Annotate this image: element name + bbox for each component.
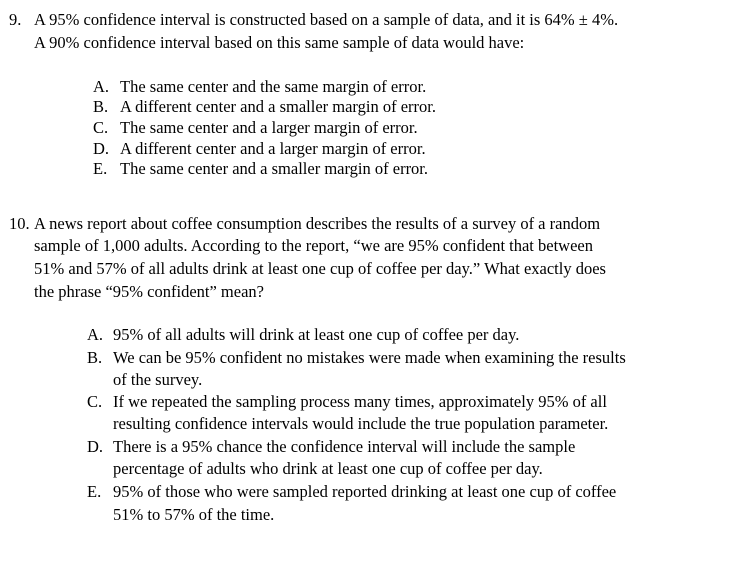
option-text: The same center and the same margin of error. (120, 77, 427, 96)
option-text: There is a 95% chance the confidence interval will include the sample (113, 437, 576, 456)
option-text: of the survey. (113, 370, 203, 389)
option-text: resulting confidence intervals would include the true population parameter. (113, 414, 609, 433)
option-letter: C. (87, 392, 103, 411)
option-text: A different center and a larger margin of error. (120, 139, 426, 158)
option-letter: D. (93, 139, 110, 158)
option-text: If we repeated the sampling process many times, approximately 95% of all (113, 392, 607, 411)
option-letter: B. (87, 348, 103, 367)
option-letter: E. (87, 482, 102, 501)
option-letter: A. (93, 77, 110, 96)
question-stem-line: A 90% confidence interval based on this same sample of data would have: (34, 33, 525, 52)
question-stem-line: sample of 1,000 adults. According to the report, “we are 95% confident that between (34, 236, 593, 255)
option-text: We can be 95% confident no mistakes were made when examining the results (113, 348, 626, 367)
question-stem-line: 51% and 57% of all adults drink at least one cup of coffee per day.” What exactly does (34, 259, 606, 278)
option-text: percentage of adults who drink at least one cup of coffee per day. (113, 459, 543, 478)
question-stem-line: the phrase “95% confident” mean? (34, 282, 264, 301)
option-text: 51% to 57% of the time. (113, 505, 275, 524)
option-text: 95% of all adults will drink at least one cup of coffee per day. (113, 325, 520, 344)
option-text: The same center and a larger margin of error. (120, 118, 418, 137)
option-letter: B. (93, 97, 109, 116)
question-number: 9. (9, 10, 22, 29)
option-letter: A. (87, 325, 104, 344)
option-text: 95% of those who were sampled reported drinking at least one cup of coffee (113, 482, 617, 501)
option-text: The same center and a smaller margin of error. (120, 159, 429, 178)
option-letter: D. (87, 437, 104, 456)
question-stem-line: A news report about coffee consumption describes the results of a survey of a random (34, 214, 601, 233)
question-number: 10. (9, 214, 30, 233)
option-text: A different center and a smaller margin of error. (120, 97, 436, 116)
option-letter: C. (93, 118, 109, 137)
option-letter: E. (93, 159, 108, 178)
question-stem-line: A 95% confidence interval is constructed based on a sample of data, and it is 64% ± 4%. (34, 10, 619, 29)
